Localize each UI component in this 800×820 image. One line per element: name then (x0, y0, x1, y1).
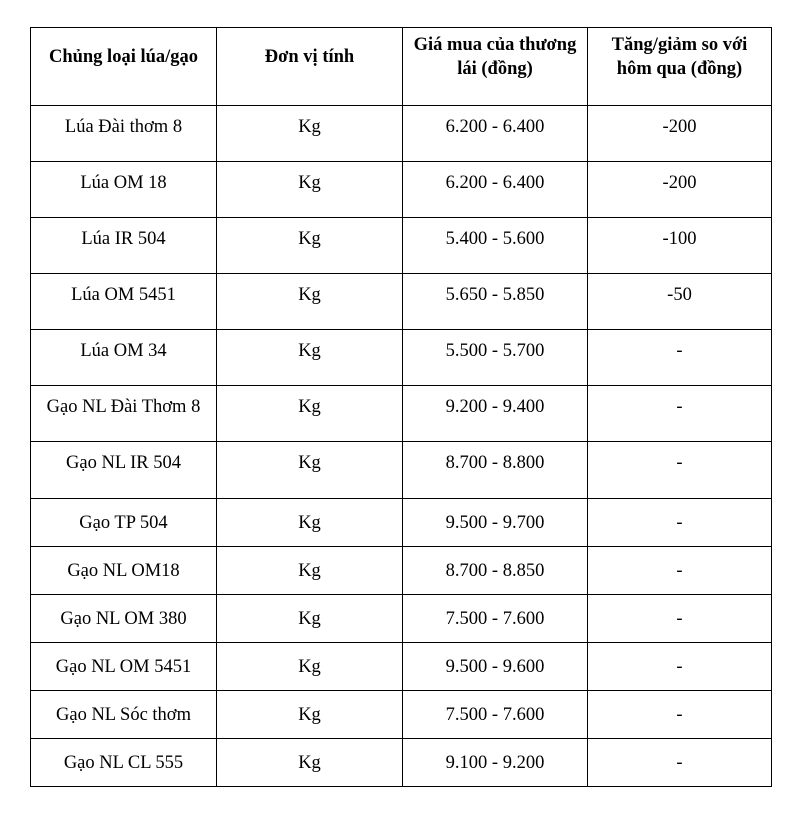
cell-unit: Kg (217, 274, 403, 330)
table-row (31, 386, 772, 442)
cell-rice-type: Lúa OM 34 (31, 330, 217, 386)
table-row (31, 643, 772, 691)
cell-unit: Kg (217, 499, 403, 547)
header-rice-type: Chủng loại lúa/gạo (31, 28, 217, 106)
header-unit: Đơn vị tính (217, 28, 403, 106)
cell-unit: Kg (217, 643, 403, 691)
cell-rice-type: Gạo NL Đài Thơm 8 (31, 386, 217, 442)
cell-unit: Kg (217, 691, 403, 739)
cell-price: 9.200 - 9.400 (403, 386, 588, 442)
cell-change: - (588, 330, 772, 386)
cell-rice-type: Gạo NL OM 5451 (31, 643, 217, 691)
cell-rice-type: Gạo NL Sóc thơm (31, 691, 217, 739)
cell-rice-type: Lúa OM 18 (31, 162, 217, 218)
cell-unit: Kg (217, 162, 403, 218)
cell-rice-type: Gạo NL OM 380 (31, 595, 217, 643)
cell-unit: Kg (217, 386, 403, 442)
cell-rice-type: Gạo NL IR 504 (31, 442, 217, 499)
table-row (31, 162, 772, 218)
table-row (31, 442, 772, 499)
cell-price: 7.500 - 7.600 (403, 595, 588, 643)
cell-price: 8.700 - 8.800 (403, 442, 588, 499)
cell-change: - (588, 386, 772, 442)
header-change: Tăng/giảm so với hôm qua (đồng) (588, 28, 772, 106)
cell-change: -50 (588, 274, 772, 330)
cell-change: - (588, 547, 772, 595)
cell-rice-type: Gạo TP 504 (31, 499, 217, 547)
cell-change: - (588, 595, 772, 643)
cell-rice-type: Lúa Đài thơm 8 (31, 106, 217, 162)
cell-rice-type: Gạo NL CL 555 (31, 739, 217, 787)
cell-change: - (588, 442, 772, 499)
table-row (31, 106, 772, 162)
cell-change: -200 (588, 162, 772, 218)
table-row (31, 330, 772, 386)
cell-price: 9.500 - 9.600 (403, 643, 588, 691)
cell-price: 9.100 - 9.200 (403, 739, 588, 787)
table-row (31, 595, 772, 643)
cell-price: 7.500 - 7.600 (403, 691, 588, 739)
cell-price: 8.700 - 8.850 (403, 547, 588, 595)
cell-price: 5.500 - 5.700 (403, 330, 588, 386)
cell-unit: Kg (217, 595, 403, 643)
cell-unit: Kg (217, 442, 403, 499)
cell-change: - (588, 643, 772, 691)
cell-price: 5.400 - 5.600 (403, 218, 588, 274)
table-row (31, 274, 772, 330)
cell-change: - (588, 499, 772, 547)
header-trader-price: Giá mua của thương lái (đồng) (403, 28, 588, 106)
table-row (31, 218, 772, 274)
cell-price: 9.500 - 9.700 (403, 499, 588, 547)
cell-unit: Kg (217, 547, 403, 595)
cell-price: 6.200 - 6.400 (403, 162, 588, 218)
table-row (31, 547, 772, 595)
table-header-row (31, 28, 772, 106)
cell-price: 5.650 - 5.850 (403, 274, 588, 330)
cell-rice-type: Gạo NL OM18 (31, 547, 217, 595)
cell-change: - (588, 739, 772, 787)
cell-unit: Kg (217, 739, 403, 787)
table-row (31, 691, 772, 739)
cell-change: - (588, 691, 772, 739)
cell-change: -100 (588, 218, 772, 274)
cell-unit: Kg (217, 218, 403, 274)
table-row (31, 499, 772, 547)
rice-price-table (30, 27, 772, 787)
table-row (31, 739, 772, 787)
cell-unit: Kg (217, 330, 403, 386)
cell-rice-type: Lúa IR 504 (31, 218, 217, 274)
cell-unit: Kg (217, 106, 403, 162)
cell-price: 6.200 - 6.400 (403, 106, 588, 162)
cell-change: -200 (588, 106, 772, 162)
cell-rice-type: Lúa OM 5451 (31, 274, 217, 330)
